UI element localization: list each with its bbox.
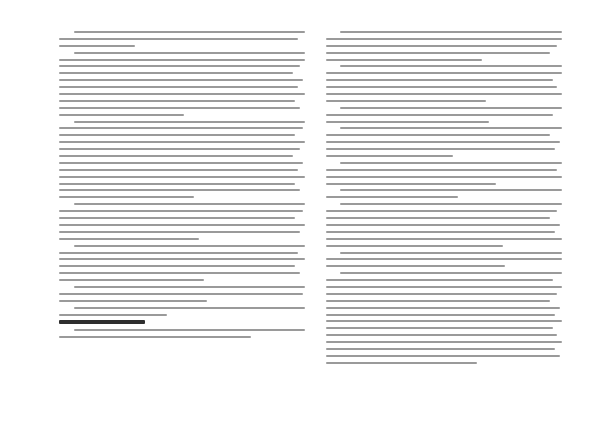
text-line [326,348,555,350]
text-line [340,252,562,254]
paragraph [326,127,562,157]
text-line [326,355,560,357]
text-line [59,93,305,95]
text-line [59,189,300,191]
paragraph [59,307,305,316]
text-line [59,100,295,102]
text-line [340,127,562,129]
paragraph [326,203,562,246]
paragraph [326,252,562,268]
text-line [326,134,550,136]
text-line [326,79,553,81]
text-line [326,196,458,198]
paragraph [59,286,305,302]
text-line [59,258,305,260]
text-line [326,300,550,302]
text-line [326,334,557,336]
text-line [340,189,562,191]
text-line [59,155,293,157]
text-line [326,52,550,54]
text-line [326,86,557,88]
text-line [340,107,562,109]
paragraph [326,162,562,185]
text-line [59,176,305,178]
left-column [59,31,305,404]
text-line [340,203,562,205]
text-line [74,52,305,54]
text-line [326,114,553,116]
text-line [59,231,300,233]
text-line [59,141,305,143]
text-line [326,93,562,95]
text-line [326,238,562,240]
text-line [59,134,295,136]
text-line [59,336,251,338]
text-line [59,72,293,74]
section-heading [59,320,145,324]
text-line [59,217,295,219]
paragraph [59,329,305,338]
text-line [59,265,295,267]
text-line [340,31,562,33]
text-line [326,286,562,288]
text-line [59,314,167,316]
text-line [74,329,305,331]
text-line [326,279,553,281]
text-line [59,183,295,185]
text-line [59,293,303,295]
paragraph [326,189,562,198]
text-line [59,300,207,302]
text-line [326,169,557,171]
text-line [326,231,555,233]
text-line [74,203,305,205]
text-line [74,31,305,33]
text-line [326,72,562,74]
text-line [326,327,553,329]
text-line [326,293,557,295]
paragraph [326,107,562,123]
text-line [59,169,298,171]
text-line [59,79,303,81]
text-line [59,59,305,61]
text-line [59,114,184,116]
text-line [326,341,562,343]
text-line [59,38,298,40]
text-line [326,307,560,309]
paragraph [59,121,305,199]
text-line [74,121,305,123]
text-line [59,224,305,226]
text-line [326,183,496,185]
paragraph [59,31,305,47]
text-line [59,252,298,254]
text-line [74,307,305,309]
paragraph [326,272,562,364]
text-line [326,362,477,364]
text-line [59,148,300,150]
text-line [326,121,489,123]
text-line [74,286,305,288]
text-line [59,210,303,212]
text-line [340,272,562,274]
text-line [326,210,557,212]
paragraph [59,245,305,281]
text-line [59,107,300,109]
text-line [326,217,550,219]
text-line [326,45,557,47]
text-line [74,245,305,247]
text-line [326,38,562,40]
text-line [59,162,303,164]
paragraph [59,52,305,116]
text-line [326,59,482,61]
text-line [326,176,562,178]
text-line [326,245,503,247]
text-line [326,224,560,226]
text-line [59,272,300,274]
text-line [326,314,555,316]
paragraph [59,203,305,239]
text-line [340,162,562,164]
text-line [326,320,562,322]
text-line [59,45,135,47]
text-line [59,238,199,240]
text-line [59,65,300,67]
text-line [59,127,303,129]
text-line [326,141,560,143]
paragraph [326,65,562,101]
paragraph [326,31,562,61]
text-line [326,155,453,157]
text-line [326,265,505,267]
right-column [326,31,562,404]
text-line [340,65,562,67]
text-line [59,86,298,88]
text-line [326,148,555,150]
text-line [59,196,194,198]
text-line [59,279,204,281]
text-line [326,100,486,102]
text-line [326,258,562,260]
